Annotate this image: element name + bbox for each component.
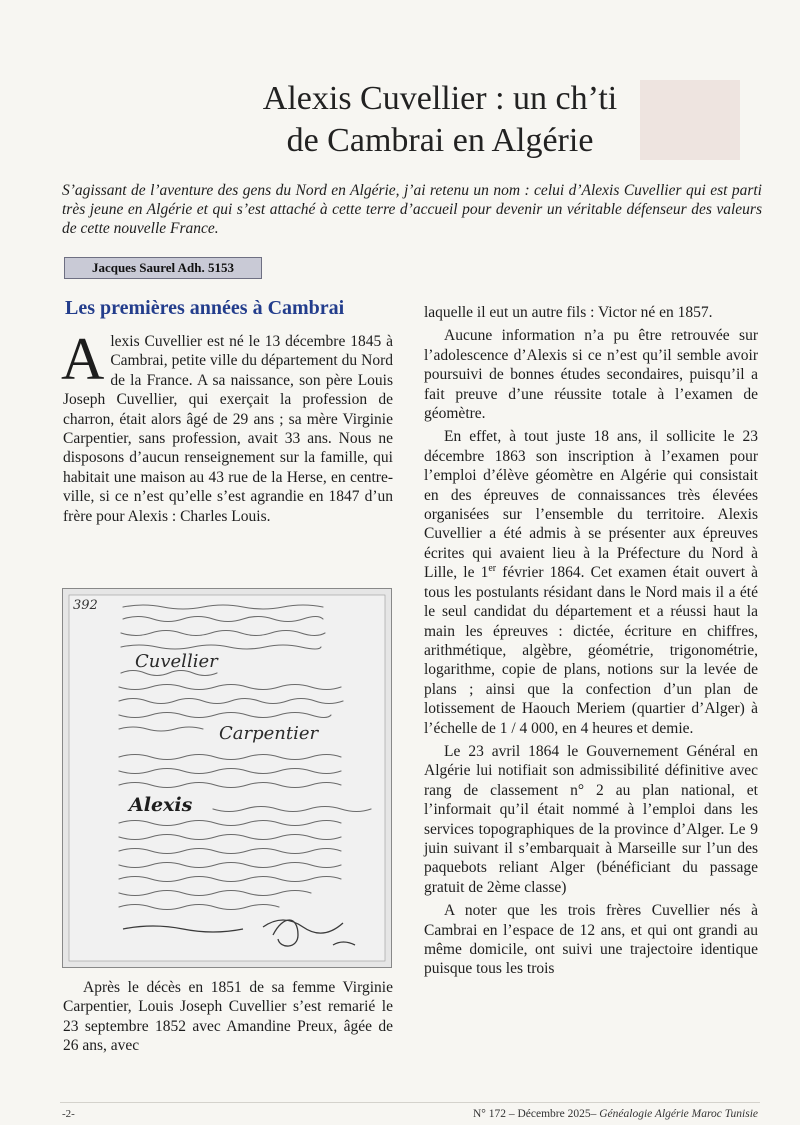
- footer-issue: [473, 1108, 758, 1120]
- right-paragraph-2-end: février 1864. Cet examen était ouvert à tous les postulants résidant dans le Nord mais il a été le seul candidat du département et a réussi haut la main les épreuves : dictée, écriture en chiffres, arithmétique, algèbre, géométrie, trigonométrie, logarithme, copie de plans, notions sur la levée de plans ; ainsi que la confection d’un plan de lotissement de Haouch Meriem (quartier d’Alger) à l’échelle de 1 / 4 000, en 4 heures et demie.: [424, 564, 758, 737]
- right-column: [424, 303, 758, 979]
- birth-certificate-image: [62, 588, 392, 968]
- paragraph-1-text: lexis Cuvellier est né le 13 décembre 1845 à Cambrai, petite ville du département du Nord de la France. A sa naissance, son père Louis Joseph Cuvellier, qui exerçait la profession de charron, était alors âgé de 29 ans ; sa mère Virginie Carpentier, sans profession, avait 33 ans. Nous ne disposons d’aucun renseignement sur la famille, qui habitait une maison au 43 rue de la Herse, en centre-ville, si ce n’est qu’elle s’est agrandie en 1847 d’un frère pour Alexis : Charles Louis.: [63, 333, 393, 525]
- record-surname: Cuvellier: [135, 651, 218, 672]
- title-line-2: de Cambrai en Algérie: [286, 122, 594, 159]
- record-mother-name: Carpentier: [219, 723, 319, 744]
- footer-divider: [60, 1102, 760, 1103]
- record-given-name: Alexis: [129, 794, 193, 816]
- right-paragraph-2: [424, 427, 758, 738]
- right-paragraph-3: Le 23 avril 1864 le Gouvernement Général en Algérie lui notifiait son admissibilité définitive avec rang de classement n° 2 au plan national, et l’informait qu’il était nommé à l’emploi dans les services topographiques de la province d’Alger. Le 9 juin suivant il s’embarquait à Marseille sur l’un des paquebots reliant Alger (bénéficiant du passage gratuit de 2ème classe): [424, 742, 758, 896]
- handwritten-record-graphic: [63, 589, 391, 967]
- title-line-1: Alexis Cuvellier : un ch’ti: [262, 80, 618, 117]
- right-paragraph-4: A noter que les trois frères Cuvellier nés à Cambrai en l’espace de 12 ans, et qui ont grandi au même domicile, ont suivi une trajectoire identique puisque tous les trois: [424, 902, 758, 978]
- paragraph-1: [61, 326, 393, 526]
- footer-issue-number: N° 172 – Décembre 2025–: [472, 1108, 597, 1120]
- right-paragraph-0: laquelle il eut un autre fils : Victor né en 1857.: [424, 304, 713, 321]
- page-number: -2-: [62, 1108, 75, 1120]
- left-column: [63, 296, 393, 526]
- paragraph-2: Après le décès en 1851 de sa femme Virginie Carpentier, Louis Joseph Cuvellier s’est remarié le 23 septembre 1852 avec Amandine Preux, âgée de 26 ans, avec: [63, 979, 393, 1055]
- section-heading: Les premières années à Cambrai: [65, 297, 345, 319]
- right-paragraph-2-start: En effet, à tout juste 18 ans, il sollicite le 23 décembre 1863 son inscription à l’examen pour l’emploi d’élève géomètre en Algérie qui consistait en des épreuves de connaissances très élevées organisées sur l’ensemble du territoire. Alexis Cuvellier a été admis à se présenter aux épreuves écrites qui avaient lieu à la Préfecture du Nord à Lille, le 1: [424, 428, 758, 582]
- author-badge: Jacques Saurel Adh. 5153: [64, 257, 262, 279]
- left-column-continued: [63, 978, 393, 1056]
- intro-paragraph: S’agissant de l’aventure des gens du Nord en Algérie, j’ai retenu un nom : celui d’Alexis Cuvellier qui est parti très jeune en Algérie et qui s’est attaché à cette terre d’accueil pour devenir un véritable défenseur des valeurs de cette nouvelle France.: [62, 182, 762, 237]
- superscript-er: er: [488, 563, 497, 575]
- footer-magazine-name: Généalogie Algérie Maroc Tunisie: [599, 1108, 758, 1120]
- record-number: 392: [73, 598, 98, 613]
- drop-cap: A: [61, 326, 105, 392]
- right-paragraph-1: Aucune information n’a pu être retrouvée sur l’adolescence d’Alexis si ce n’est qu’il semble avoir poursuivi de bonnes études secondaires, puisqu’il a fait preuve d’une réussite totale à l’examen de géomètre.: [424, 327, 758, 423]
- article-title: [160, 78, 720, 162]
